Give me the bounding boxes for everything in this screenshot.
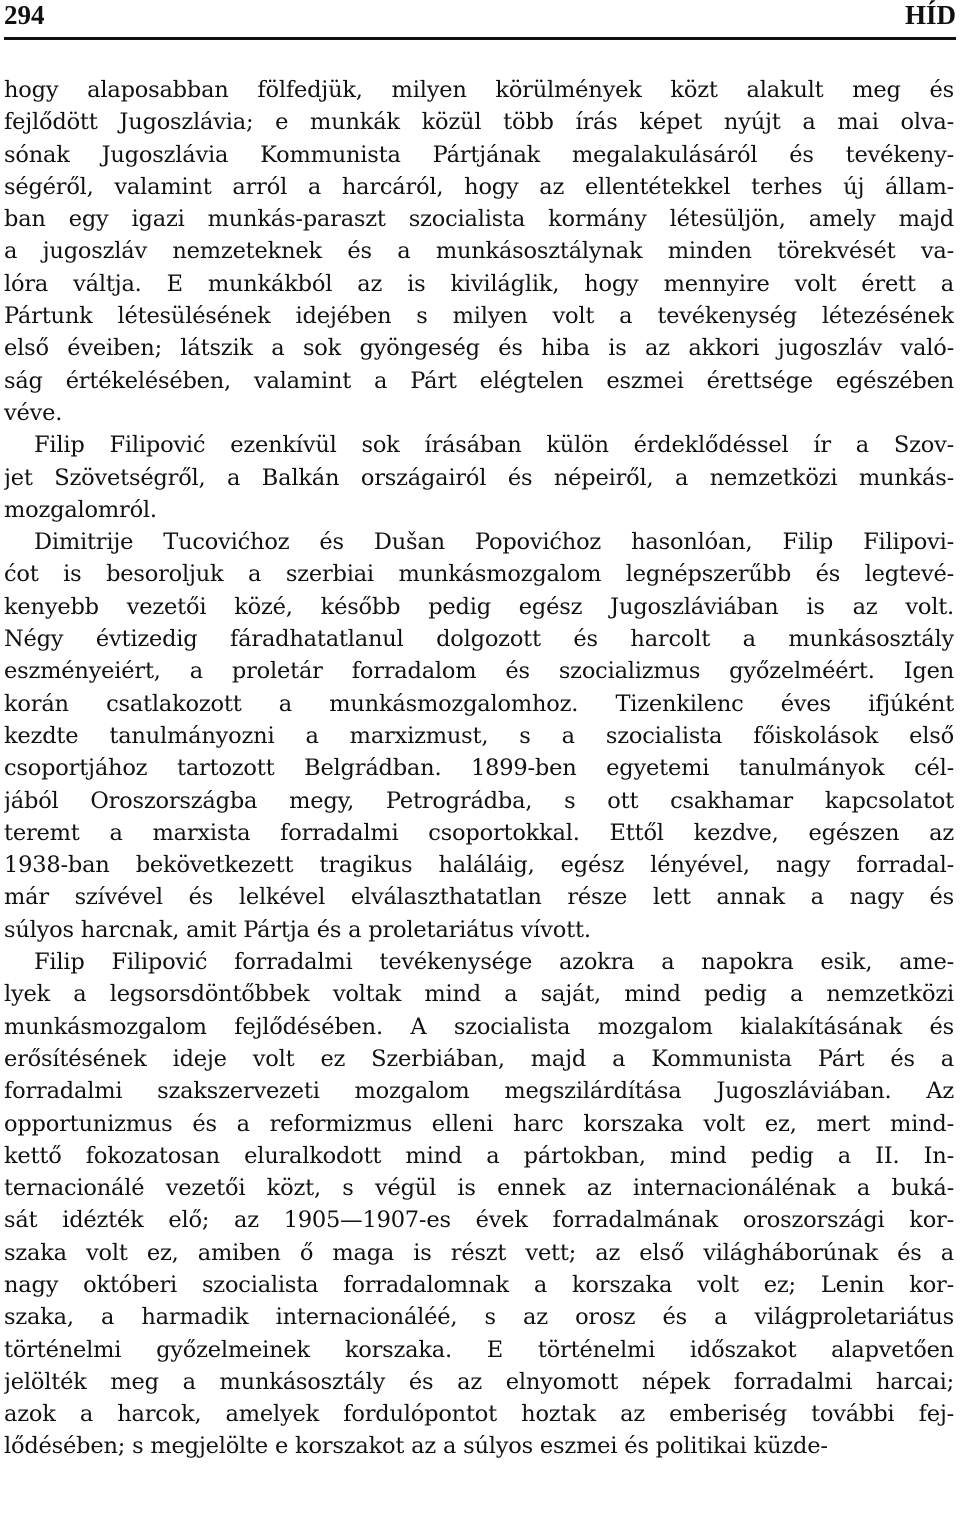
text-line: Négy évtizedig fáradhatatlanul dolgozott és harcolt a munkásosztály <box>4 626 954 653</box>
text-line: azok a harcok, amelyek fordulópontot hoztak az emberiség további fej- <box>4 1401 954 1428</box>
text-line: kenyebb vezetői közé, később pedig egész Jugoszláviában is az volt. <box>4 593 954 620</box>
text-line: súlyos harcnak, amit Pártja és a proletariátus vívott. <box>4 916 591 943</box>
text-line: munkásmozgalom fejlődésében. A szocialista mozgalom kialakításának és <box>4 1013 954 1040</box>
text-line: forradalmi szakszervezeti mozgalom megszilárdítása Jugoszláviában. Az <box>4 1078 954 1105</box>
text-line: Filip Filipović ezenkívül sok írásában külön érdeklődéssel ír a Szov- <box>34 432 954 459</box>
text-line: kezdte tanulmányozni a marxizmust, s a szocialista főiskolások első <box>4 722 954 749</box>
text-line: 1938-ban bekövetkezett tragikus haláláig, egész lényével, nagy forradal- <box>4 852 954 879</box>
text-line: opportunizmus és a reformizmus elleni harc korszaka volt ez, mert mind- <box>4 1110 954 1137</box>
text-line: ternacionálé vezetői közt, s végül is ennek az internacionálénak a buká- <box>4 1175 954 1202</box>
text-line: már szívével és lelkével elválaszthatatlan része lett annak a nagy és <box>4 884 954 911</box>
text-line: ćot is besoroljuk a szerbiai munkásmozgalom legnépszerűbb és legtevé- <box>4 561 954 588</box>
text-line: mozgalomról. <box>4 496 157 523</box>
text-line: csoportjához tartozott Belgrádban. 1899-ben egyetemi tanulmányok cél- <box>4 755 954 782</box>
page-number: 294 <box>4 0 45 30</box>
text-line: lóra váltja. E munkákból az is kiviláglik, hogy mennyire volt érett a <box>4 270 954 297</box>
text-line: jet Szövetségről, a Balkán országairól és népeiről, a nemzetközi munkás- <box>4 464 954 491</box>
text-line: eszményeiért, a proletár forradalom és szocializmus győzelméért. Igen <box>4 658 954 685</box>
text-line: szaka volt ez, amiben ő maga is részt vett; az első világháborúnak és a <box>4 1239 954 1266</box>
text-line: ság értékelésében, valamint a Párt elégtelen eszmei érettsége egészében <box>4 367 954 394</box>
text-line: jából Oroszországba megy, Petrográdba, s ott csakhamar kapcsolatot <box>4 787 954 814</box>
text-line: ban egy igazi munkás-paraszt szocialista kormány létesüljön, amely majd <box>4 206 954 233</box>
paragraph <box>4 526 954 946</box>
text-line: első éveiben; látszik a sok gyöngeség és hiba is az akkori jugoszláv való- <box>4 335 954 362</box>
text-line: a jugoszláv nemzeteknek és a munkásosztálynak minden törekvését va- <box>4 238 954 265</box>
text-line: nagy októberi szocialista forradalomnak a korszaka volt ez; Lenin kor- <box>4 1271 954 1298</box>
paragraph <box>4 429 954 526</box>
page-header <box>4 0 956 40</box>
text-line: korán csatlakozott a munkásmozgalomhoz. Tizenkilenc éves ifjúként <box>4 690 954 717</box>
text-line: kettő fokozatosan eluralkodott mind a pártokban, mind pedig a II. In- <box>4 1142 954 1169</box>
paragraph <box>4 74 954 429</box>
text-line: Dimitrije Tucovićhoz és Dušan Popovićhoz hasonlóan, Filip Filipovi- <box>34 529 954 556</box>
text-line: jelölték meg a munkásosztály és az elnyomott népek forradalmi harcai; <box>4 1368 954 1395</box>
text-line: történelmi győzelmeinek korszaka. E történelmi időszakot alapvetően <box>4 1336 954 1363</box>
text-line: sát idézték elő; az 1905—1907-es évek forradalmának oroszországi kor- <box>4 1207 954 1234</box>
paragraph <box>4 946 954 1463</box>
body-text <box>4 74 954 1463</box>
text-line: szaka, a harmadik internacionáléé, s az orosz és a világproletariátus <box>4 1304 954 1331</box>
text-line: erősítésének ideje volt ez Szerbiában, majd a Kommunista Párt és a <box>4 1045 954 1072</box>
text-line: Pártunk létesülésének idejében s milyen volt a tevékenység létezésének <box>4 303 954 330</box>
text-line: hogy alaposabban fölfedjük, milyen körülmények közt alakult meg és <box>4 77 954 103</box>
text-line: véve. <box>4 399 63 426</box>
text-line: teremt a marxista forradalmi csoportokkal. Ettől kezdve, egészen az <box>4 819 954 846</box>
text-line: lyek a legsorsdöntőbbek voltak mind a saját, mind pedig a nemzetközi <box>4 981 954 1008</box>
text-line: Filip Filipović forradalmi tevékenysége azokra a napokra esik, ame- <box>34 949 954 976</box>
running-head: HÍD <box>904 0 956 30</box>
text-line: fejlődött Jugoszlávia; e munkák közül több írás képet nyújt a mai olva- <box>4 109 954 136</box>
text-line: lődésében; s megjelölte e korszakot az a súlyos eszmei és politikai küzde- <box>4 1433 828 1460</box>
text-line: sónak Jugoszlávia Kommunista Pártjának megalakulásáról és tevékeny- <box>4 141 954 168</box>
text-line: ségéről, valamint arról a harcáról, hogy az ellentétekkel terhes új állam- <box>4 173 954 200</box>
header-rule <box>4 37 956 40</box>
